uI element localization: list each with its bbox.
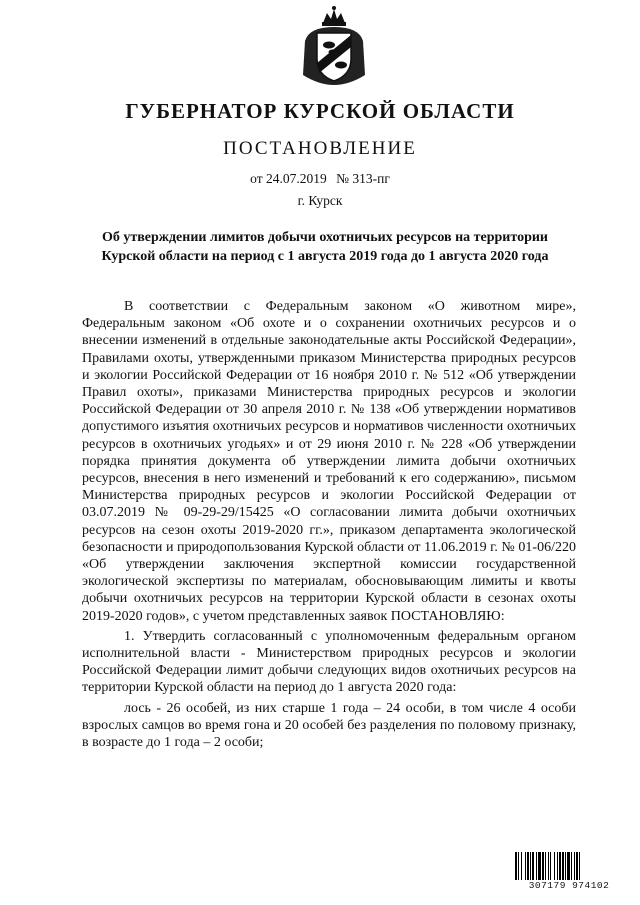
authority-title: ГУБЕРНАТОР КУРСКОЙ ОБЛАСТИ <box>125 99 515 123</box>
document-number: № 313-пг <box>336 171 390 186</box>
item-1-elk-paragraph: лось - 26 особей, из них старше 1 года – 24 особи, в том числе 4 особи взрослых самцов во время гона и 20 особей без разделения по половому признаку, в возрасте до 1 года – 2 особи; <box>82 700 576 751</box>
document-city: г. Курск <box>297 193 343 208</box>
document-subject <box>80 228 570 266</box>
preamble-paragraph: В соответствии с Федеральным законом «О животном мире», Федеральным законом «Об охоте и о сохранении охотничьих ресурсов и о внесении изменений в отдельные законодательные акты Российской Федерации», Правилами охоты, утвержденными приказом Министерства природных ресурсов и экологии Российской Федерации от 16 ноября 2010 г. № 512 «Об утверждении Правил охоты», приказами Министерства природных ресурсов и экологии Российской Федерации от 30 апреля 2010 г. № 138 «Об утверждении нормативов допустимого изъятия охотничьих ресурсов и нормативов численности охотничьих ресурсов в охотничьих угодьях» и от 29 июня 2010 г. № 228 «Об утверждении порядка принятия документа об утверждении лимита добычи охотничьих ресурсов, внесения в него изменений и требований к его содержанию», письмом Министерства природных ресурсов и экологии Российской Федерации от 03.07.2019 № 09-29-29/15425 «О согласовании лимита добычи охотничьих ресурсов на сезон охоты 2019-2020 гг.», приказом департамента экологической безопасности и природопользования Курской области от 11.06.2019 г. № 01-06/220 «Об утверждении заключения экспертной комиссии государственной экологической экспертизы по материалам, обосновывающим лимиты и квоты добычи охотничьих ресурсов на территории Курской области в сезонах охоты 2019-2020 годов», с учетом представленных заявок ПОСТАНОВЛЯЮ: <box>82 299 576 624</box>
date-number-line <box>0 171 640 187</box>
subject-line-2: Курской области на период с 1 августа 2019 года до 1 августа 2020 года <box>101 249 549 264</box>
subject-line-1: Об утверждении лимитов добычи охотничьих ресурсов на территории <box>101 230 548 245</box>
document-date: от 24.07.2019 <box>250 171 327 186</box>
barcode-number: 307179 974102 <box>513 880 625 891</box>
document-type: ПОСТАНОВЛЕНИЕ <box>223 138 417 159</box>
kursk-coat-of-arms-icon <box>299 5 369 87</box>
document-body <box>82 298 576 754</box>
item-1-paragraph: 1. Утвердить согласованный с уполномоченным федеральным органом исполнительной власти - Министерством природных ресурсов и экологии Российской Федерации лимит добычи следующих видов охотничьих ресурсов на территории Курской области на период до 1 августа 2020 года: <box>82 628 576 696</box>
